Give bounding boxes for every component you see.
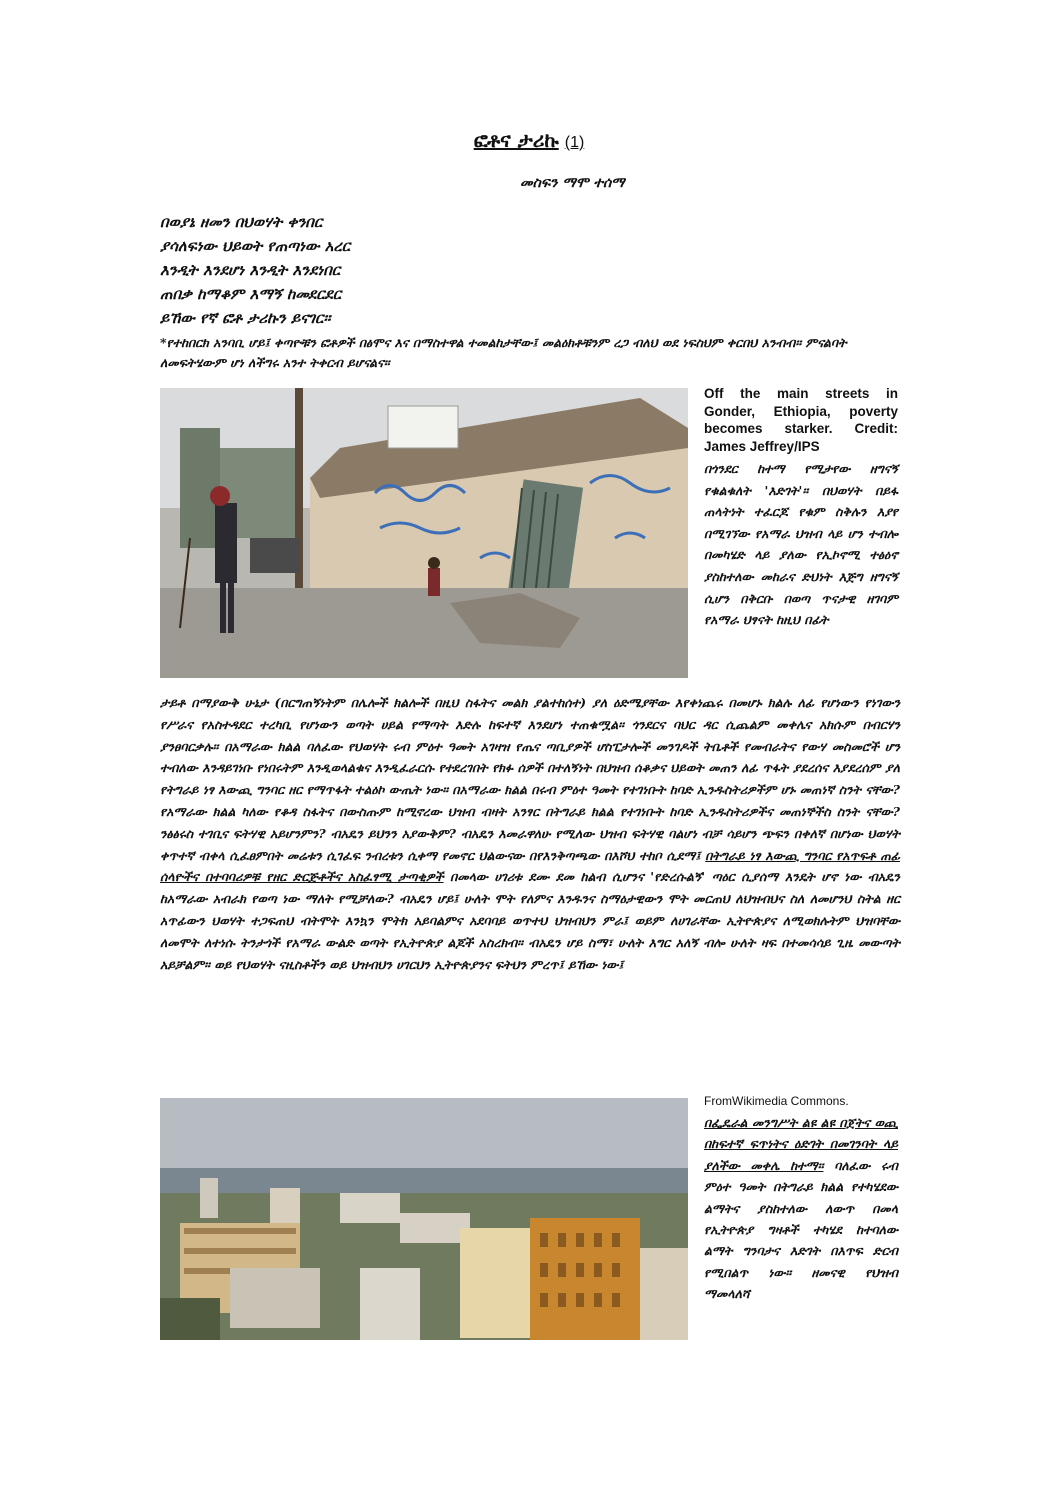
title-text: ፎቶና ታሪኩ — [473, 128, 559, 152]
street-photo-image — [160, 388, 688, 678]
photo-source: FromWikimedia Commons. — [704, 1094, 849, 1108]
poem — [160, 210, 350, 330]
side-paragraph-2 — [704, 1112, 898, 1305]
poem-line: ጠበቃ ከማቆም እማኝ ከመደርደር — [160, 285, 341, 303]
city-photo-image — [160, 1098, 688, 1340]
body-text-part-2: በመላው ሀገሪቱ ደሙ ደመ ከልብ ሲሆንና 'የድረሱልኝ' ጣዕር ሲያሰማ እንዴት ሆኖ ነው ብአዴን ከአማራው አብራክ የወጣ ነው ማለት የሚቻለው? ብአዴን ሆይ፤ ሁለት ሞት የለምና እንዱንና ስማዕታዊውን ሞት መርጠህ ለህዝብህና ስለ ለመሆንህ ስትል ዘር አጥፊውን ህወሃት ተጋፍጠህ ብትሞት እንኳን ሞትክ አይባልምና አደባባይ ወጥተህ ህዝብህን ምራ፤ ወይም ለሀገራቸው ኢትዮጵያና ለሚወክሉትም ህዝባቸው ለመሞት ለተነሱ ትንታጎች የአማራ ውልድ ወጣት የኢትዮጵያ ልጆች አስረክብ። ብአዴን ሆይ ስማ፣ ሁለት እግር አለኝ ብሎ ሁለት ዛፍ በተመሳሳይ ጊዜ መውጣት አይቻልም። ወይ የህወሃት ናዚስቶችን ወይ ህዝብህን ሀገርህን ኢትዮጵያንና ፍትህን ምረጥ፤ ይኸው ነው፤ — [160, 869, 900, 972]
title-number: (1) — [564, 134, 585, 151]
photo-caption: Off the main streets in Gonder, Ethiopia, poverty becomes starker. Credit: James Jeffrey/IPS — [704, 386, 898, 454]
street-photo — [160, 388, 688, 678]
side2-underlined: በፌዴራል መንግሥት ልዩ ልዩ በጀትና ወጪ በከፍተኛ ፍጥነትና ዕድገት በመገንባት ላይ ያለችው መቀሌ ከተማ። — [704, 1115, 898, 1173]
reader-note: *የተከበርክ አንባቢ ሆይ፤ ቀጣዮቹን ፎቶዎች በፅሞና እና በማስተዋል ተመልከታቸው፤ መልዕክቶቹንም ረጋ ብለህ ወደ ነፍስህም ቀርበህ አንብብ። ምናልባት ለመፍትሄውም ሆነ ለችግሩ አንተ ትቀርብ ይሆናልና። — [160, 335, 847, 370]
body-paragraph — [160, 692, 900, 975]
author-name: መስፍን ማሞ ተሰማ — [520, 175, 625, 191]
side2-text: ባለፈው ሩብ ምዕተ ዓመት በትግራይ ክልል የተካሄደው ልማትና ያስከተለው ለውጥ በመላ የኢትዮጵያ ግዛቶች ተካሄደ ከተባለው ልማት ግንባታና እድገት በእጥፍ ድርብ የሚበልጥ ነው። ዘመናዊ የህዝብ ማመላለሻ — [704, 1157, 898, 1302]
poem-line: እንዲት እንደሆነ እንዲት እንደነበር — [160, 261, 341, 279]
poem-line: ይኸው የኛ ፎቶ ታሪኩን ይናገር፡፡ — [160, 309, 331, 327]
side-paragraph-1: በጎንደር ከተማ የሚታየው ዘግናኝ የቁልቁለት 'እድገት'። በህወሃት በይፋ ጠላትነት ተፈርጆ የቁም ስቅሉን እያየ በሚገኘው የአማራ ህዝብ ላይ ሆን ተብሎ በመካሄድ ላይ ያለው የኢኮኖሚ ተፅዕኖ ያስከተለው መከራና ድህነት እጅግ ዘግናኝ ሲሆን በቅርቡ በወጣ ጥናታዊ ዘገባም የአማራ ህፃናት ከዚህ በፊት — [704, 461, 898, 628]
document-title — [0, 128, 1058, 152]
poem-line: በወያኔ ዘመን በህወሃት ቀንበር — [160, 213, 323, 231]
body-text-underlined: በትግራይ ነፃ እውጪ ግንባር የአጥፍቶ ጠፊ ሰላዮችና በተባባሪዎቹ የዘር ድርጅቶችና አስፈፃሚ ታጣቂዎች — [160, 847, 900, 885]
poem-line: ያሳለፍነው ህይወት የጠጣነው አረር — [160, 237, 351, 255]
body-text-part-1: ታይቶ በማያውቅ ሁኔታ (በርግጠኝነትም በሌሎች ክልሎች በዚህ ስፋትና መልክ ያልተከሰተ) ያለ ዕድሜያቸው እየቀነጨሩ በመሆኑ ክልሉ ለፊ የሆነውን የነገውን የሥራና የአስተዳደር ተረካቢ የሆነውን ወጣት ሀይል የማጣት እድሉ ከፍተኛ እንደሆነ ተጠቁሟል። ጎንደርና ባህር ዳር ሲጨልም መቀሌና አክሱም በብርሃን ያንፀባርቃሉ። በአማራው ክልል ባለፈው የህወሃት ሩብ ምዕተ ዓመት አገዛዝ የጤና ጣቢያዎች ሆስፒታሎች መንገዶች ትቤቶች የመብራትና የውሃ መስመሮች ሆን ተብለው እንዳይገነቡ የነበሩትም እንዲወላልቁና እንዲፈራርሱ የተደረገበት የክፉ ሰዎች በተለኝነት በህዝብ ሰቆቃና ህይወት መጠን ለፊ ጥፋት ያደረሰና እያደረሰም ያለ የትግራይ ነፃ እውጪ ግንባር ዘር የማጥፋት ተልዕኮ ውጤት ነው። በአማራው ክልል በሩብ ምዕተ ዓመት የተገነቡት ከባድ ኢንዱስትሪዎችም ሆኑ መጠነኛ ስንት ናቸው? የአማራው ክልል ካለው የቆዳ ስፋትና በውስጡም ከሚኖረው ህዝብ ብዛት አንፃር በትግራይ ክልል የተገነቡት ከባድ ኢንዱስትሪዎችና መጠነኞችስ ስንት ናቸው? ንፅፅሩስ ተገቢና ፍትሃዊ አይሆንምን? ብአዴን ይህንን አያውቅም? ብአዴን እመራዋለሁ የሚለው ህዝብ ፍትሃዊ ባልሆነ ብቻ ሳይሆን ጭፍን በቀለኛ በሆነው ህወሃት ቀጥተኛ ብቀላ ሲፈፀምበት መሬቱን ሲገፈፍ ንብረቱን ሲቀማ የመኖር ህልውናው በየእንቅጣጫው በእሾህ ተከቦ ሲደማ፤ — [160, 695, 900, 863]
city-photo — [160, 1098, 688, 1340]
